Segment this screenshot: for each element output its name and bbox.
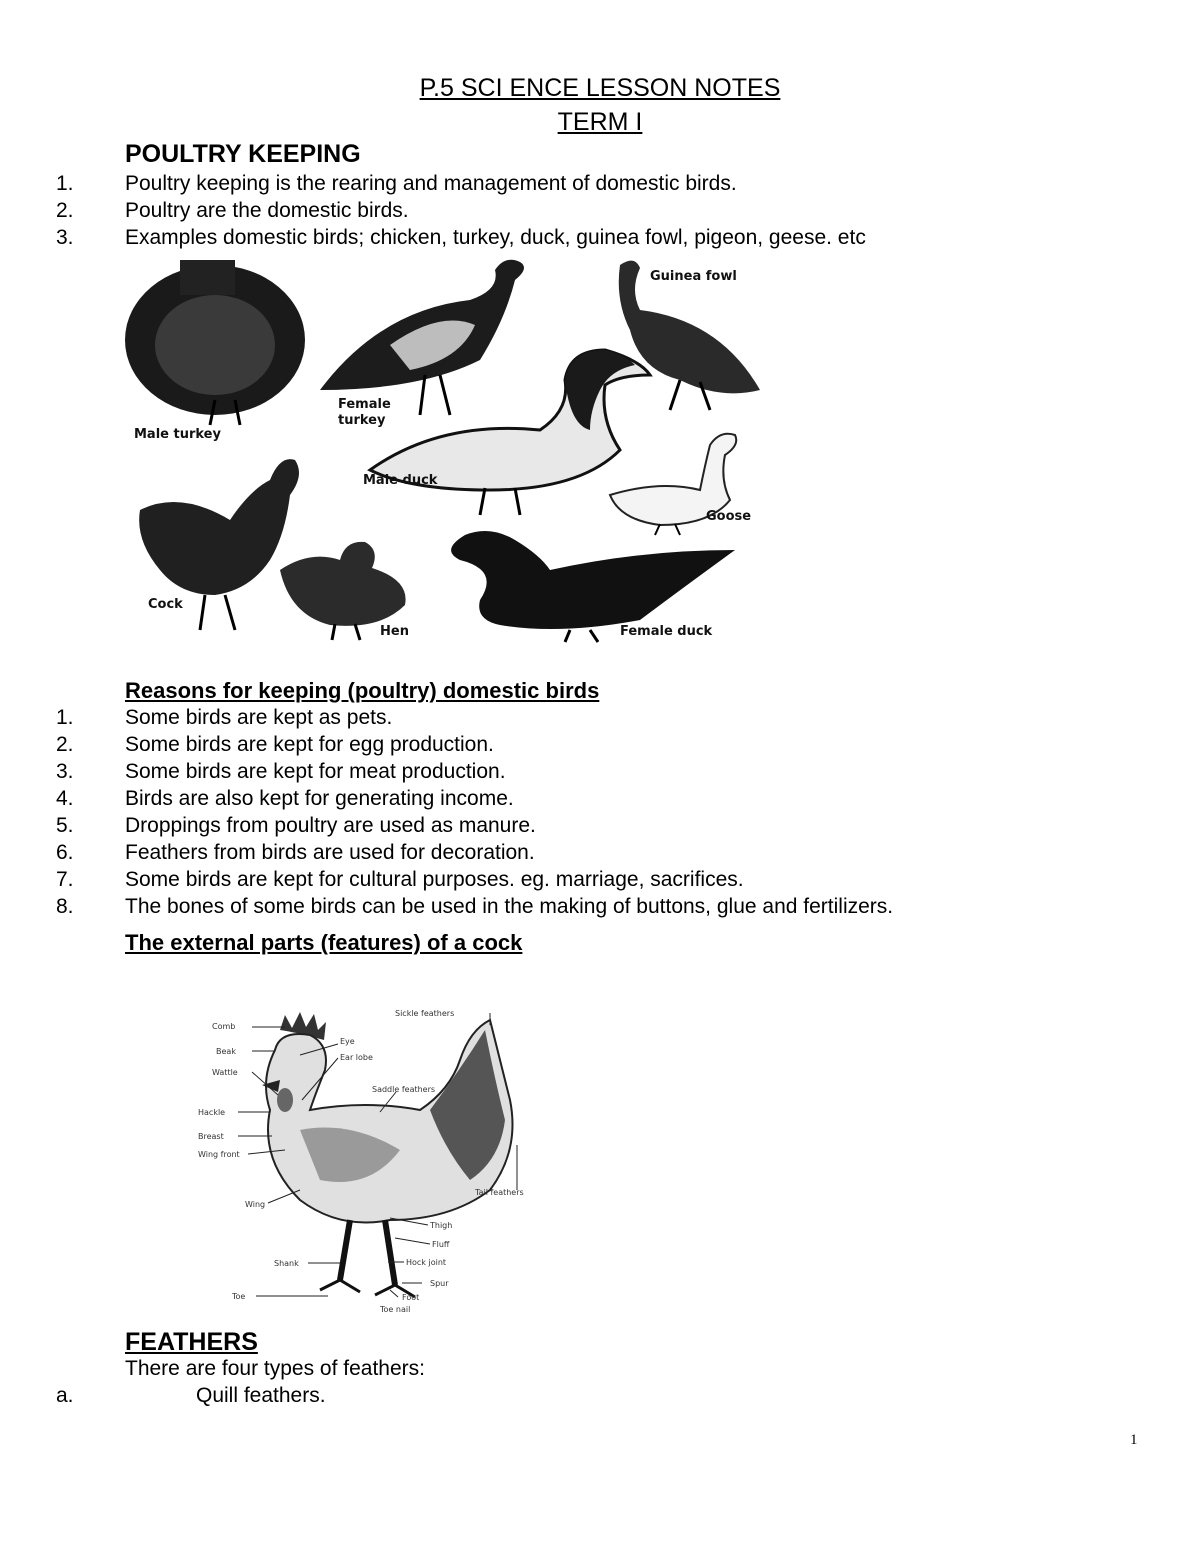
- spur-label: Spur: [430, 1279, 449, 1288]
- fluff-label: Fluff: [432, 1240, 450, 1249]
- female-turkey-label-line1: Female: [338, 397, 391, 412]
- male-turkey-label: Male turkey: [134, 427, 221, 442]
- female-turkey-label-line2: turkey: [338, 413, 386, 428]
- thigh-label: Thigh: [430, 1221, 453, 1230]
- wing-front-label: Wing front: [198, 1150, 240, 1159]
- hen-label: Hen: [380, 624, 409, 639]
- list-text: Some birds are kept for meat production.: [125, 760, 506, 783]
- list-number: 1.: [56, 172, 74, 195]
- list-number: 4.: [56, 787, 74, 810]
- term-heading: TERM I: [557, 108, 643, 136]
- hackle-label: Hackle: [198, 1108, 226, 1117]
- female-turkey-drawing: [320, 260, 524, 415]
- saddle-feathers-label: Saddle feathers: [372, 1085, 436, 1094]
- hock-label: Hock joint: [406, 1258, 447, 1267]
- cock-parts-heading: The external parts (features) of a cock: [125, 930, 523, 955]
- domestic-birds-illustration: [120, 250, 770, 650]
- foot-label: Foot: [402, 1293, 420, 1302]
- list-number: 3.: [56, 226, 74, 249]
- wattle-label: Wattle: [212, 1068, 238, 1077]
- comb-label: Comb: [212, 1022, 236, 1031]
- list-text: Some birds are kept as pets.: [125, 706, 393, 729]
- list-number: 5.: [56, 814, 74, 837]
- toenail-label: Toe nail: [380, 1305, 411, 1314]
- list-text: Droppings from poultry are used as manure.: [125, 814, 536, 837]
- list-number: a.: [56, 1384, 74, 1407]
- toe-label: Toe: [232, 1292, 246, 1301]
- female-duck-label: Female duck: [620, 624, 713, 639]
- tail-feathers-label: Tail feathers: [475, 1188, 524, 1197]
- list-text: Some birds are kept for cultural purposes. eg. marriage, sacrifices.: [125, 868, 744, 891]
- list-text: Examples domestic birds; chicken, turkey, duck, guinea fowl, pigeon, geese. etc: [125, 226, 866, 249]
- list-text: Feathers from birds are used for decoration.: [125, 841, 535, 864]
- poultry-keeping-heading: POULTRY KEEPING: [125, 140, 361, 168]
- page-number: 1: [1130, 1432, 1138, 1448]
- goose-label: Goose: [706, 509, 752, 524]
- list-number: 3.: [56, 760, 74, 783]
- eye-label: Eye: [340, 1037, 355, 1046]
- wing-label: Wing: [245, 1200, 266, 1209]
- list-text: Poultry keeping is the rearing and management of domestic birds.: [125, 172, 737, 195]
- list-text: The bones of some birds can be used in the making of buttons, glue and fertilizers.: [125, 895, 894, 918]
- list-text: Quill feathers.: [196, 1384, 326, 1407]
- beak-label: Beak: [216, 1047, 236, 1056]
- list-text: Poultry are the domestic birds.: [125, 199, 409, 222]
- list-number: 8.: [56, 895, 74, 918]
- list-text: Birds are also kept for generating income.: [125, 787, 514, 810]
- reasons-heading: Reasons for keeping (poultry) domestic birds: [125, 678, 600, 703]
- list-number: 6.: [56, 841, 74, 864]
- cock-label: Cock: [148, 597, 183, 612]
- ear-lobe-label: Ear lobe: [340, 1053, 373, 1062]
- sickle-feathers-label: Sickle feathers: [395, 1009, 455, 1018]
- male-turkey-drawing: [125, 260, 305, 425]
- shank-label: Shank: [274, 1259, 299, 1268]
- feathers-heading: FEATHERS: [125, 1328, 258, 1356]
- list-number: 2.: [56, 733, 74, 756]
- breast-label: Breast: [198, 1132, 224, 1141]
- feathers-intro: There are four types of feathers:: [125, 1357, 425, 1380]
- cock-body-drawing: [262, 1012, 513, 1297]
- list-number: 7.: [56, 868, 74, 891]
- cock-parts-diagram: [190, 1000, 540, 1320]
- list-number: 2.: [56, 199, 74, 222]
- male-duck-label: Male duck: [363, 473, 438, 488]
- list-number: 1.: [56, 706, 74, 729]
- document-title: P.5 SCI ENCE LESSON NOTES: [419, 74, 781, 102]
- list-text: Some birds are kept for egg production.: [125, 733, 494, 756]
- guinea-fowl-label: Guinea fowl: [650, 269, 737, 284]
